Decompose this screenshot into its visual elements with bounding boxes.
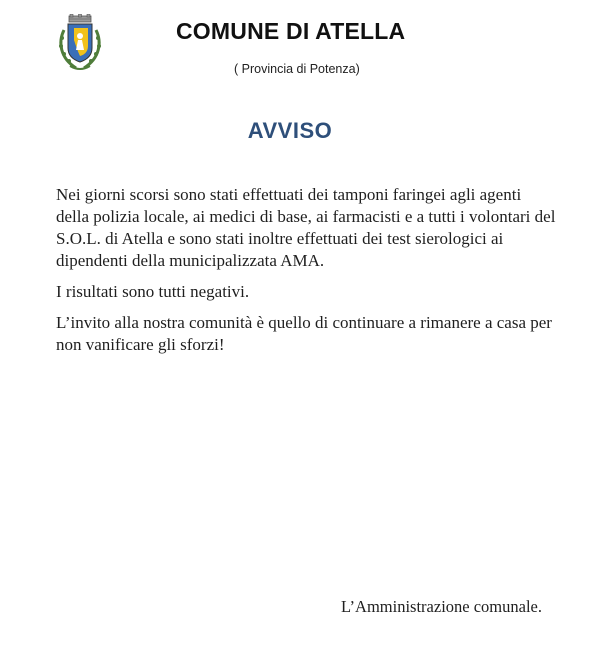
signature: L’Amministrazione comunale.	[340, 597, 542, 616]
notice-heading: AVVISO	[247, 118, 333, 143]
province-subtitle: ( Provincia di Potenza)	[234, 62, 360, 76]
notice-body	[56, 184, 556, 365]
notice-paragraph: L’invito alla nostra comunità è quello di continuare a rimanere a casa per non vanificare gli sforzi!	[56, 313, 552, 354]
notice-paragraph: Nei giorni scorsi sono stati effettuati dei tamponi faringei agli agenti della polizia locale, ai medici di base, ai farmacisti e a tutti i volontari del S.O.L. di Atella e sono stati inoltre effettuati dei test sierologici ai dipendenti della municipalizzata AMA.	[56, 185, 556, 270]
coat-of-arms-icon	[56, 14, 104, 74]
notice-paragraph: I risultati sono tutti negativi.	[56, 282, 250, 301]
municipality-title: COMUNE DI ATELLA	[176, 18, 406, 44]
